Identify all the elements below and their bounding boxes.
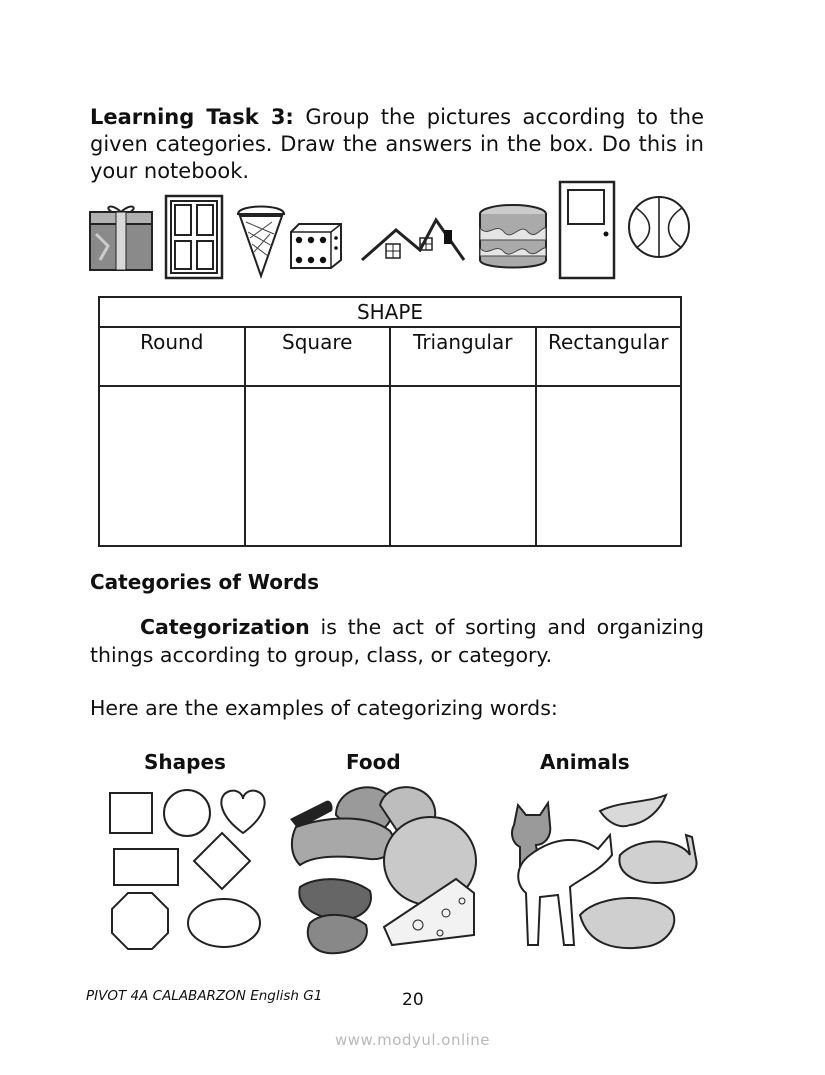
gift-box-icon: [90, 207, 152, 270]
octagon-shape: [112, 893, 168, 949]
pig-figure: [580, 898, 674, 948]
column-rectangular: Rectangular: [536, 327, 682, 386]
footer-source: PIVOT 4A CALABARZON English G1: [86, 988, 323, 1004]
window-icon: [166, 196, 222, 278]
column-round: Round: [99, 327, 245, 386]
watermark-text: www.modyul.online: [334, 1031, 491, 1049]
ball-icon: [629, 197, 689, 257]
learning-task-instructions: [90, 104, 704, 185]
shape-table: [98, 296, 682, 547]
category-label-shapes: Shapes: [144, 750, 226, 774]
category-examples-illustration: [100, 775, 700, 970]
picture-row: [86, 180, 706, 280]
answer-box-rectangular: [536, 386, 682, 546]
definition-term: Categorization: [140, 615, 310, 639]
task-label: Learning Task 3:: [90, 105, 294, 129]
page-number: 20: [402, 990, 424, 1010]
door-icon: [560, 182, 614, 278]
ice-cream-cone-icon: [238, 207, 284, 277]
square-shape: [110, 793, 152, 833]
definition-text: is the act of sorting and organizing things according to group, class, or category.: [90, 615, 704, 667]
oval-shape: [188, 899, 260, 947]
bird-figure: [600, 795, 666, 826]
answer-box-triangular: [390, 386, 536, 546]
cake-icon: [480, 205, 546, 268]
column-square: Square: [245, 327, 391, 386]
section-title: Categories of Words: [90, 570, 320, 594]
category-label-food: Food: [346, 750, 401, 774]
column-triangular: Triangular: [390, 327, 536, 386]
heart-shape: [221, 791, 264, 833]
house-roof-icon: [362, 220, 464, 260]
rabbit-figure: [619, 835, 696, 883]
shapes-examples: [110, 790, 265, 949]
animals-examples: [512, 795, 697, 948]
examples-intro: Here are the examples of categorizing words:: [90, 696, 558, 720]
answer-box-square: [245, 386, 391, 546]
diamond-shape: [194, 833, 250, 889]
task-text: Group the pictures according to the given categories. Draw the answers in the box. Do this in your notebook.: [90, 105, 704, 183]
definition-paragraph: [90, 613, 704, 669]
dice-icon: [291, 224, 341, 268]
rectangle-shape: [114, 849, 178, 885]
answer-box-round: [99, 386, 245, 546]
category-label-animals: Animals: [540, 750, 630, 774]
table-title: SHAPE: [99, 297, 681, 327]
circle-shape: [164, 790, 210, 836]
food-examples: [290, 787, 476, 953]
